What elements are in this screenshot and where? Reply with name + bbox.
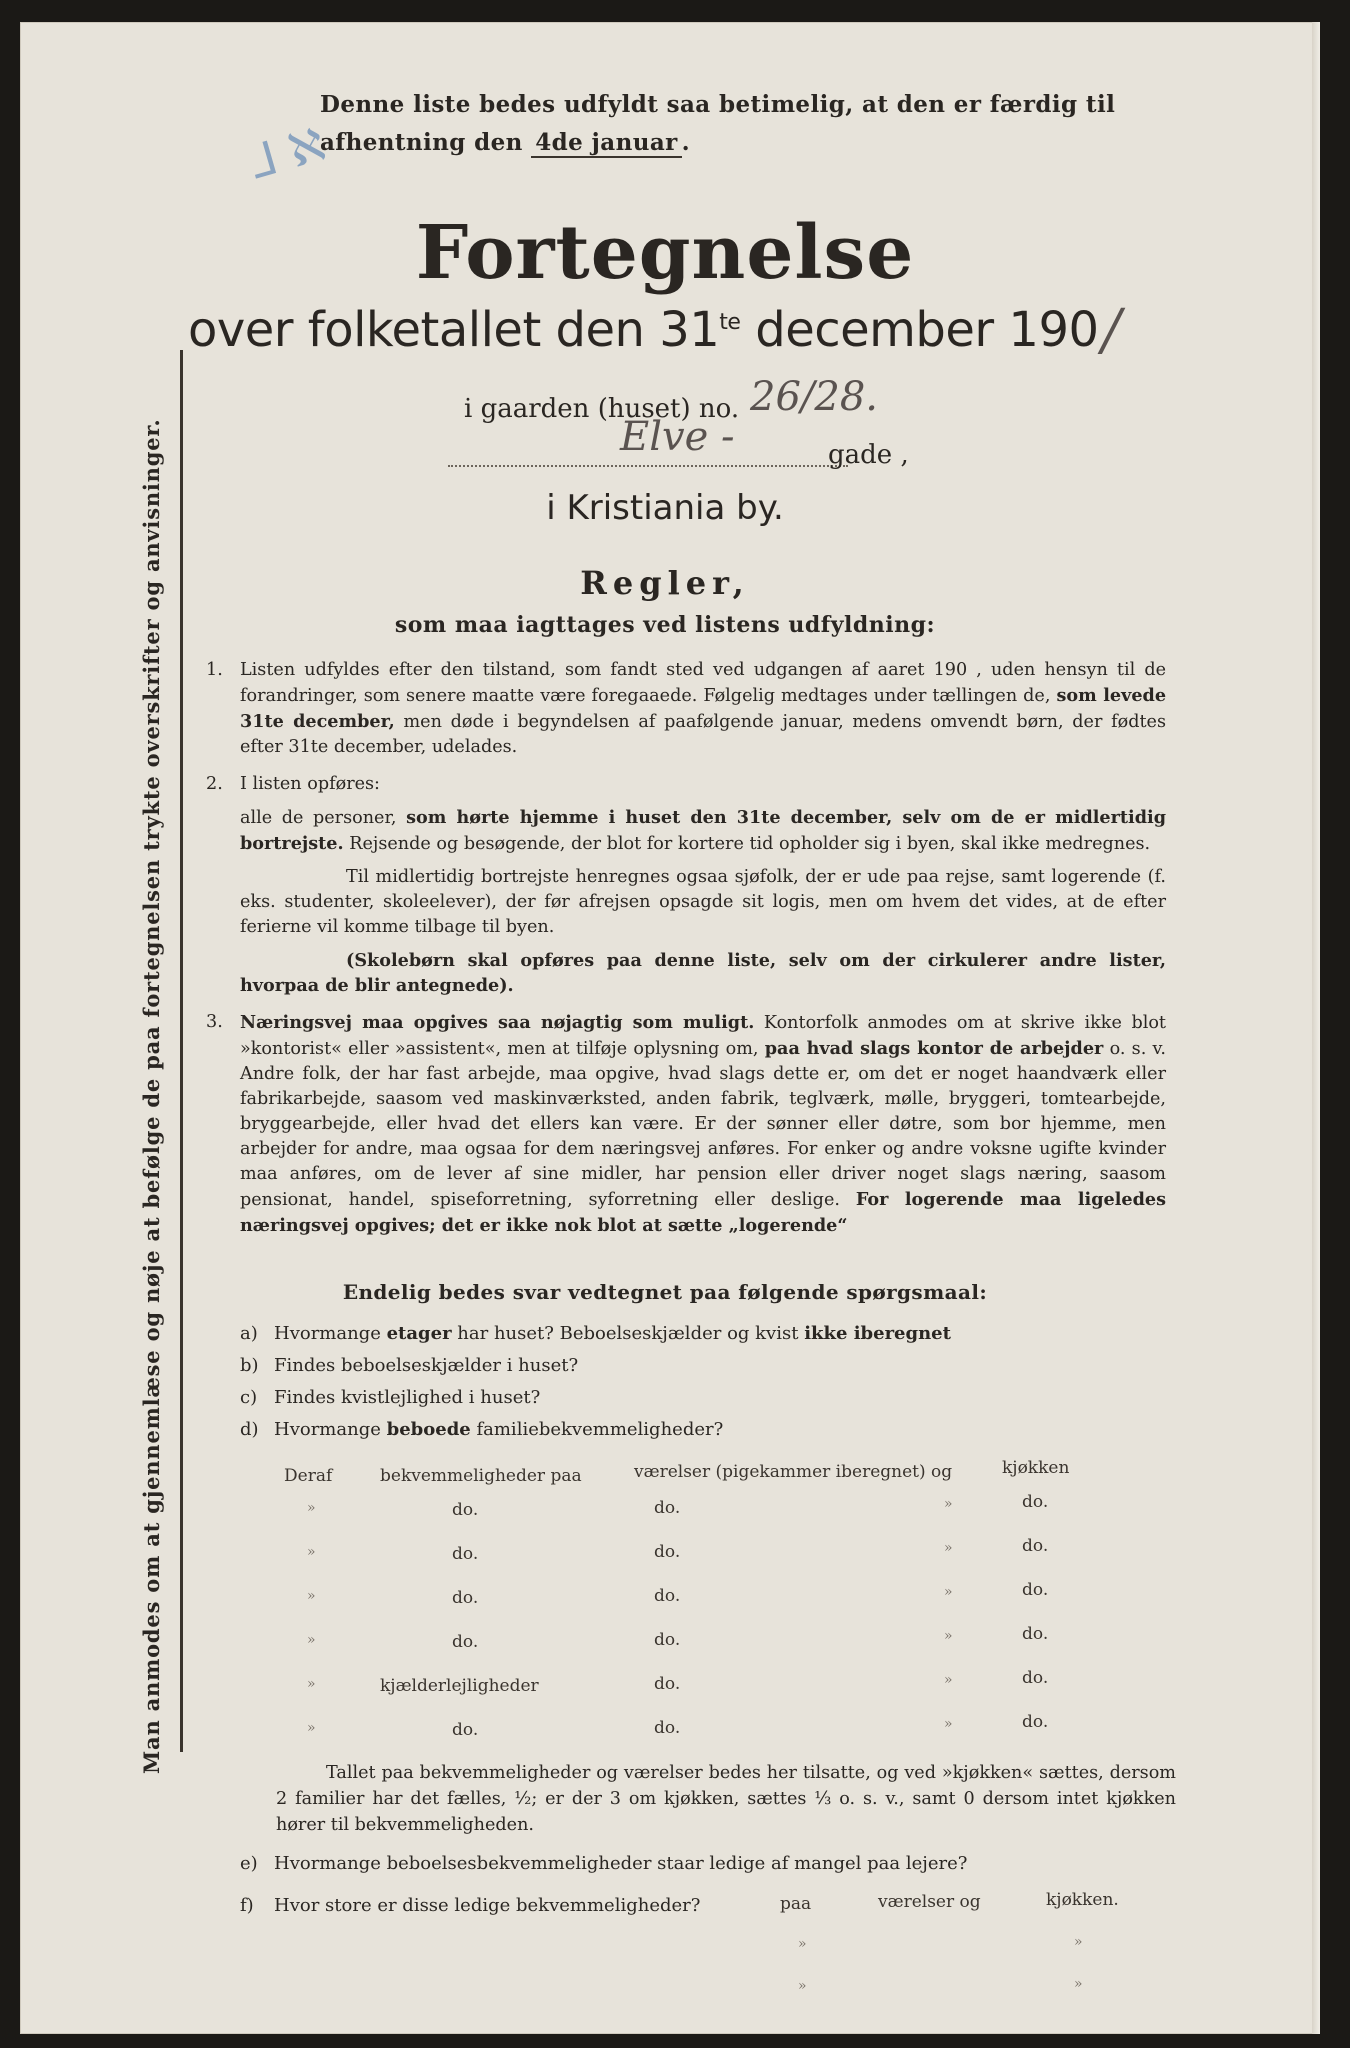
street-suffix <box>828 440 909 470</box>
rule-3-d: o. s. v. Andre folk, der har fast arbejde, maa opgive, hvad slags dette er, om det er noget haandværk eller fabrikarbejde, saasom ved maskinværksted, anden fabrik, teglværk, mølle, bryggeri, tomtearbejde, bryggearbejde, eller hvad det ellers kan være. Er der sønner eller døtre, som bor hjemme, men arbejder for andre, maa ogsaa for dem næringsvej anføres. For enker og andre voksne ugifte kvinder maa anføres, om de lever af sine midler, har pension eller driver noget slags næring, saasom pensionat, handel, spiseforretning, syforretning eller deslige. <box>240 1039 1166 1210</box>
final-heading: Endelig bedes svar vedtegnet paa følgende spørgsmaal: <box>342 1280 988 1304</box>
ditto-mark: » <box>307 1588 316 1604</box>
rule-number: 1. <box>206 660 223 680</box>
question-f-text: Hvor store er disse ledige bekvemmeligheder? <box>274 1895 701 1916</box>
form-title: Fortegnelse <box>415 210 915 296</box>
question-label: a) <box>240 1323 258 1344</box>
rules-list <box>206 658 1166 1251</box>
rules-heading: Regler, <box>580 564 750 602</box>
table-cell-do: do. <box>1022 1712 1049 1732</box>
question-e <box>240 1848 967 1880</box>
table-cell-do: do. <box>452 1588 479 1608</box>
handwritten-street-name: Elve - <box>620 414 735 460</box>
rule-2-a: alle de personer, <box>240 808 397 828</box>
table-cell-do: do. <box>1022 1492 1049 1512</box>
table-cell-do: do. <box>654 1498 681 1518</box>
question-d-bold: beboede <box>386 1419 471 1440</box>
ditto-mark: » <box>307 1500 316 1516</box>
table-cell-do: do. <box>452 1632 479 1652</box>
question-f <box>240 1890 700 1922</box>
question-a-bold-2: ikke iberegnet <box>804 1323 951 1344</box>
collection-notice <box>320 86 1115 162</box>
table-cell-do: do. <box>654 1674 681 1694</box>
ditto-mark: » <box>1074 1934 1083 1950</box>
pencil-mark: ⅃ ℵ <box>244 116 331 190</box>
rule-number: 3. <box>206 1012 223 1032</box>
ditto-mark: » <box>1074 1976 1083 1992</box>
table-cell-do: do. <box>452 1500 479 1520</box>
rule-number: 2. <box>206 774 223 794</box>
table-cell-basement: kjælderlejligheder <box>380 1676 539 1696</box>
census-form-sheet <box>20 22 1320 2034</box>
rule-3 <box>206 1010 1166 1239</box>
table-cell-do: do. <box>654 1586 681 1606</box>
question-a <box>240 1318 951 1350</box>
ditto-mark: » <box>944 1496 953 1512</box>
ditto-mark: » <box>944 1716 953 1732</box>
table-cell-do: do. <box>654 1630 681 1650</box>
rule-3-bold-c: paa hvad slags kontor de arbejder <box>764 1038 1104 1059</box>
table-cell-do: do. <box>452 1720 479 1740</box>
question-b-text: Findes beboelseskjælder i huset? <box>274 1355 579 1376</box>
ditto-mark: » <box>944 1628 953 1644</box>
ditto-mark: » <box>307 1632 316 1648</box>
question-a-pre: Hvormange <box>274 1323 381 1344</box>
ditto-mark: » <box>798 1978 807 1994</box>
notice-line-2-prefix: afhentning den <box>320 129 523 156</box>
rule-3-b: Kontorfolk anmodes om at skrive ikke blot »kontorist« eller »assistent«, men at tilføje oplysning om, <box>240 1013 1166 1059</box>
question-e-text: Hvormange beboelsesbekvemmeligheder staar ledige af mangel paa lejere? <box>274 1853 968 1874</box>
page-edge <box>1312 22 1320 2034</box>
ditto-mark: » <box>944 1540 953 1556</box>
rule-2-para-2: Til midlertidig bortrejste henregnes ogsaa sjøfolk, der er ude paa rejse, samt logerende (f. eks. studenter, skoleelever), der før afrejsen opsagde sit logis, men om hvem det vides, at de efter ferierne vil komme tilbage til byen. <box>240 867 1166 937</box>
subtitle-suffix: december 190 <box>740 302 1099 358</box>
side-instruction: Man anmodes om at gjennemlæse og nøje at befølge de paa fortegnelsen trykte overskrifter og anvisninger. <box>139 418 164 1774</box>
ditto-mark: » <box>798 1936 807 1952</box>
ditto-mark: » <box>307 1720 316 1736</box>
form-subtitle <box>188 302 1099 358</box>
table-cell-do: do. <box>654 1542 681 1562</box>
question-label: d) <box>240 1419 259 1440</box>
side-rule-line <box>180 350 183 1752</box>
rule-1-c: men døde i begyndelsen af paafølgende januar, medens omvendt børn, der fødtes efter 31te december, udelades. <box>240 712 1166 757</box>
footnote-text: Tallet paa bekvemmeligheder og værelser bedes her tilsatte, og ved »kjøkken« sættes, dersom 2 familier har det fælles, ½; er der 3 om kjøkken, sættes ⅓ o. s. v., samt 0 dersom intet kjøkken hører til bekvemmeligheden. <box>276 1763 1176 1835</box>
rule-3-bold-a: Næringsvej maa opgives saa nøjagtig som muligt. <box>240 1012 755 1033</box>
question-c-text: Findes kvistlejlighed i huset? <box>274 1387 541 1408</box>
rule-1-a: Listen udfyldes efter den tilstand, som fandt sted ved udgangen af aaret 190 , uden hensyn til de forandringer, som senere maatte være foregaaede. Følgelig medtages under tællingen de, <box>240 660 1166 706</box>
street-trailing-comma: , <box>900 440 909 470</box>
ditto-mark: » <box>307 1676 316 1692</box>
question-d-pre: Hvormange <box>274 1419 381 1440</box>
notice-period: . <box>681 129 691 156</box>
rule-2-head: I listen opføres: <box>240 774 380 794</box>
rule-2-para-3: (Skolebørn skal opføres paa denne liste, selv om der cirkulerer andre lister, hvorpaa de blir antegnede). <box>240 950 1166 996</box>
question-d <box>240 1414 723 1446</box>
question-f-vaerelser: værelser og <box>878 1892 981 1912</box>
rule-1-bold: som levede 31te december, <box>240 685 1167 732</box>
question-f-kjokken: kjøkken. <box>1046 1890 1119 1910</box>
question-d-post: familiebekvemmeligheder? <box>476 1419 724 1440</box>
table-cell-do: do. <box>1022 1624 1049 1644</box>
table-header-vaerelser: værelser (pigekammer iberegnet) og <box>634 1462 953 1482</box>
rule-2-text <box>240 805 1166 857</box>
question-label: e) <box>240 1853 258 1874</box>
subtitle-prefix: over folketallet den 31 <box>188 302 720 358</box>
handwritten-house-number: 26/28. <box>750 374 878 420</box>
table-cell-do: do. <box>1022 1668 1049 1688</box>
table-cell-do: do. <box>654 1718 681 1738</box>
table-cell-do: do. <box>452 1544 479 1564</box>
deadline-date: 4de januar <box>531 129 681 158</box>
rules-subheading: som maa iagttages ved listens udfyldning: <box>394 612 936 638</box>
rule-2-bold: som hørte hjemme i huset den 31te december, selv om de er midlertidig bortrejste. <box>240 807 1166 854</box>
house-label: i gaarden (huset) no. <box>464 394 740 424</box>
question-b <box>240 1350 578 1382</box>
street-suffix-word: gade <box>828 440 893 470</box>
rule-3-bold-e: For logerende maa ligeledes næringsvej opgives; det er ikke nok blot at sætte „logerende“ <box>240 1189 1167 1236</box>
ditto-mark: » <box>944 1584 953 1600</box>
table-cell-do: do. <box>1022 1580 1049 1600</box>
subtitle-superscript: te <box>719 310 741 335</box>
question-label: f) <box>240 1895 254 1916</box>
rule-2 <box>206 772 1166 998</box>
rule-2-c: Rejsende og besøgende, der blot for kortere tid opholder sig i byen, skal ikke medregnes. <box>349 834 1151 854</box>
table-cell-do: do. <box>1022 1536 1049 1556</box>
table-header-kjokken: kjøkken <box>1002 1458 1070 1478</box>
notice-line-1: Denne liste bedes udfyldt saa betimelig, at den er færdig til <box>320 91 1116 118</box>
question-label: c) <box>240 1387 258 1408</box>
question-label: b) <box>240 1355 259 1376</box>
handwritten-year-digit: / <box>1102 298 1121 363</box>
question-a-post: har huset? Beboelseskjælder og kvist <box>457 1323 799 1344</box>
city-line: i Kristiania by. <box>546 488 784 528</box>
ditto-mark: » <box>944 1672 953 1688</box>
notice-line-2 <box>320 124 1115 162</box>
question-c <box>240 1382 540 1414</box>
street-dotted-line <box>448 465 848 467</box>
table-header-deraf: Deraf <box>284 1466 333 1486</box>
ditto-mark: » <box>307 1544 316 1560</box>
table-header-bekv: bekvemmeligheder paa <box>380 1466 582 1486</box>
question-a-bold: etager <box>386 1323 452 1344</box>
rule-1-text <box>240 658 1166 760</box>
footnote <box>276 1760 1176 1838</box>
rule-1 <box>206 658 1166 760</box>
rule-3-text <box>240 1010 1166 1239</box>
question-f-paa: paa <box>780 1894 812 1914</box>
